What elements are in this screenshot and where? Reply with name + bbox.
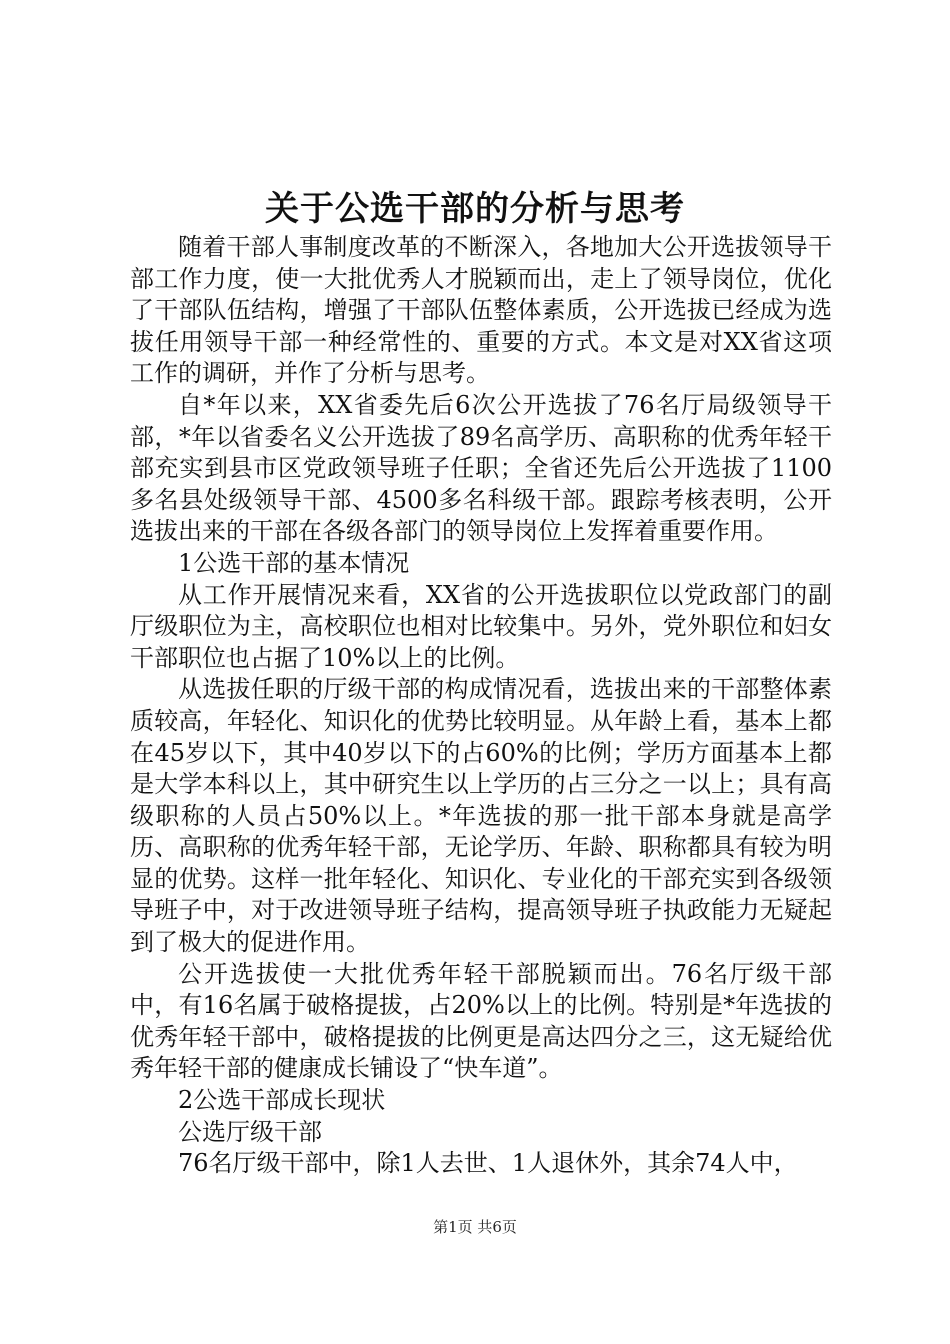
section-heading-1: 1公选干部的基本情况 [178, 548, 410, 577]
page-footer: 第1页 共6页 [433, 1218, 517, 1236]
paragraph-promotion: 公开选拔使一大批优秀年轻干部脱颖而出。76名厅级干部中，有16名属于破格提拔，占20%以上的比例。特别是*年选拔的优秀年轻干部中，破格提拔的比例更是高达四分之三，这无疑给优秀年轻干部的健康成长铺设了“快车道”。 [130, 959, 832, 1083]
subsection-heading: 公选厅级干部 [178, 1117, 322, 1146]
paragraph-positions: 从工作开展情况来看，XX省的公开选拔职位以党政部门的副厅级职位为主，高校职位也相对比较集中。另外，党外职位和妇女干部职位也占据了10%以上的比例。 [130, 580, 832, 672]
paragraph-history: 自*年以来，XX省委先后6次公开选拔了76名厅局级领导干部，*年以省委名义公开选拔了89名高学历、高职称的优秀年轻干部充实到县市区党政领导班子任职；全省还先后公开选拔了1100多名县处级领导干部、4500多名科级干部。跟踪考核表明，公开选拔出来的干部在各级各部门的领导岗位上发挥着重要作用。 [130, 390, 832, 546]
document-title: 关于公选干部的分析与思考 [265, 189, 685, 229]
document-body [130, 232, 832, 1180]
paragraph-composition: 从选拔任职的厅级干部的构成情况看，选拔出来的干部整体素质较高，年轻化、知识化的优势比较明显。从年龄上看，基本上都在45岁以下，其中40岁以下的占60%的比例；学历方面基本上都是大学本科以上，其中研究生以上学历的占三分之一以上；具有高级职称的人员占50%以上。*年选拔的那一批干部本身就是高学历、高职称的优秀年轻干部，无论学历、年龄、职称都具有较为明显的优势。这样一批年轻化、知识化、专业化的干部充实到各级领导班子中，对于改进领导班子结构，提高领导班子执政能力无疑起到了极大的促进作用。 [130, 675, 832, 957]
section-heading-2: 2公选干部成长现状 [178, 1086, 386, 1115]
paragraph-status: 76名厅级干部中，除1人去世、1人退休外，其余74人中， [178, 1149, 798, 1178]
paragraph-intro: 随着干部人事制度改革的不断深入，各地加大公开选拔领导干部工作力度，使一大批优秀人才脱颖而出，走上了领导岗位，优化了干部队伍结构，增强了干部队伍整体素质，公开选拔已经成为选拔任用领导干部一种经常性的、重要的方式。本文是对XX省这项工作的调研，并作了分析与思考。 [130, 233, 832, 388]
